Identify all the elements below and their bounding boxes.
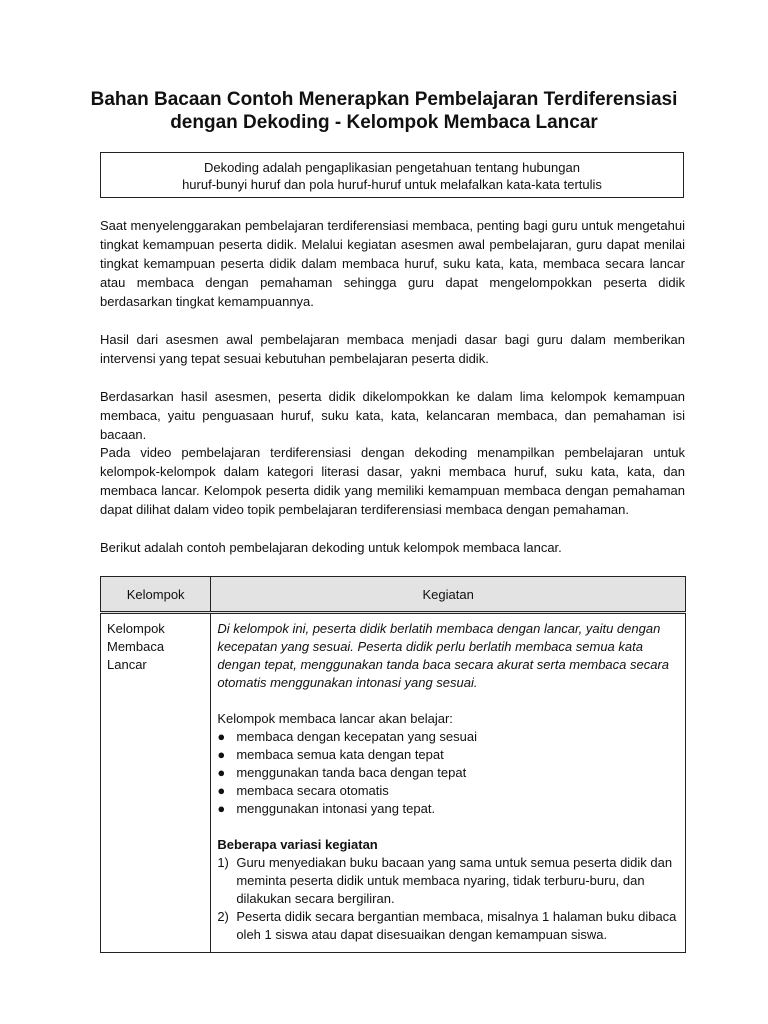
learn-list [217,728,679,818]
paragraph-5: Berikut adalah contoh pembelajaran dekoding untuk kelompok membaca lancar. [100,540,562,555]
bullet-icon: ● [217,747,226,762]
paragraph-4: Pada video pembelajaran terdiferensiasi dengan dekoding menampilkan pembelajaran untuk kelompok-kelompok dalam kategori literasi dasar, yakni membaca huruf, suku kata, kata, dan membaca lancar. Kelompok peserta didik yang memiliki kemampuan membaca dengan pemahaman dapat dilihat dalam video topik pembelajaran terdiferensiasi membaca dengan pemahaman. [100,445,685,517]
document-title [80,88,688,134]
paragraph-3: Berdasarkan hasil asesmen, peserta didik dikelompokkan ke dalam lima kelompok kemampuan membaca, yaitu penguasaan huruf, suku kata, kata, kelancaran membaca, dan pemahaman isi bacaan. [100,389,685,442]
definition-box [100,152,684,198]
list-item [217,728,679,746]
item-number: 1) [217,855,229,870]
list-item-text: membaca dengan kecepatan yang sesuai [236,729,477,744]
bullet-icon: ● [217,765,226,780]
table-header-row [101,577,686,613]
bullet-icon: ● [217,801,226,816]
group-intro: Di kelompok ini, peserta didik berlatih membaca dengan lancar, yaitu dengan kecepatan yang sesuai. Peserta didik perlu berlatih membaca semua kata dengan tepat, menggunakan tanda baca secara akurat serta membaca secara otomatis menggunakan intonasi yang sesuai. [217,621,670,690]
paragraph-2: Hasil dari asesmen awal pembelajaran membaca menjadi dasar bagi guru dalam memberikan intervensi yang tepat sesuai kebutuhan pembelajaran peserta didik. [100,332,685,366]
definition-line-1: Dekoding adalah pengaplikasian pengetahuan tentang hubungan [204,160,580,175]
group-name-line-3: Lancar [107,657,147,672]
group-name-line-1: Kelompok [107,621,165,636]
list-item-text: Peserta didik secara bergantian membaca, misalnya 1 halaman buku dibaca oleh 1 siswa atau dapat disesuaikan dengan kemampuan siswa. [236,909,677,942]
list-item-text: menggunakan intonasi yang tepat. [236,801,436,816]
header-kelompok: Kelompok [101,577,211,613]
header-kegiatan: Kegiatan [211,577,686,613]
learn-heading: Kelompok membaca lancar akan belajar: [217,711,453,726]
title-line-2: dengan Dekoding - Kelompok Membaca Lancar [170,112,598,133]
paragraph-1: Saat menyelenggarakan pembelajaran terdiferensiasi membaca, penting bagi guru untuk mengetahui tingkat kemampuan peserta didik. Melalui kegiatan asesmen awal pembelajaran, guru dapat menilai tingkat kemampuan peserta didik dalam membaca huruf, suku kata, kata, membaca secara lancar atau membaca dengan pemahaman sehingga guru dapat mengelompokkan peserta didik berdasarkan tingkat kemampuannya. [100,218,685,309]
list-item-text: menggunakan tanda baca dengan tepat [236,765,467,780]
list-item [217,764,679,782]
activity-cell [211,613,686,953]
activity-table [100,576,686,953]
title-line-1: Bahan Bacaan Contoh Menerapkan Pembelajaran Terdiferensiasi [90,89,678,110]
table-row [101,613,686,953]
list-item [217,782,679,800]
list-item [217,800,679,818]
item-number: 2) [217,909,229,924]
bullet-icon: ● [217,783,226,798]
list-item [217,854,679,908]
variation-heading: Beberapa variasi kegiatan [217,837,378,852]
list-item [217,908,679,944]
variation-list [217,854,679,944]
bullet-icon: ● [217,729,226,744]
list-item-text: membaca secara otomatis [236,783,389,798]
list-item-text: membaca semua kata dengan tepat [236,747,444,762]
list-item [217,746,679,764]
list-item-text: Guru menyediakan buku bacaan yang sama untuk semua peserta didik dan meminta peserta didik untuk membaca nyaring, tidak terburu-buru, dan dilakukan secara bergiliran. [236,855,673,906]
group-name-cell [101,613,211,953]
group-name-line-2: Membaca [107,639,165,654]
definition-line-2: huruf-bunyi huruf dan pola huruf-huruf untuk melafalkan kata-kata tertulis [182,177,602,192]
